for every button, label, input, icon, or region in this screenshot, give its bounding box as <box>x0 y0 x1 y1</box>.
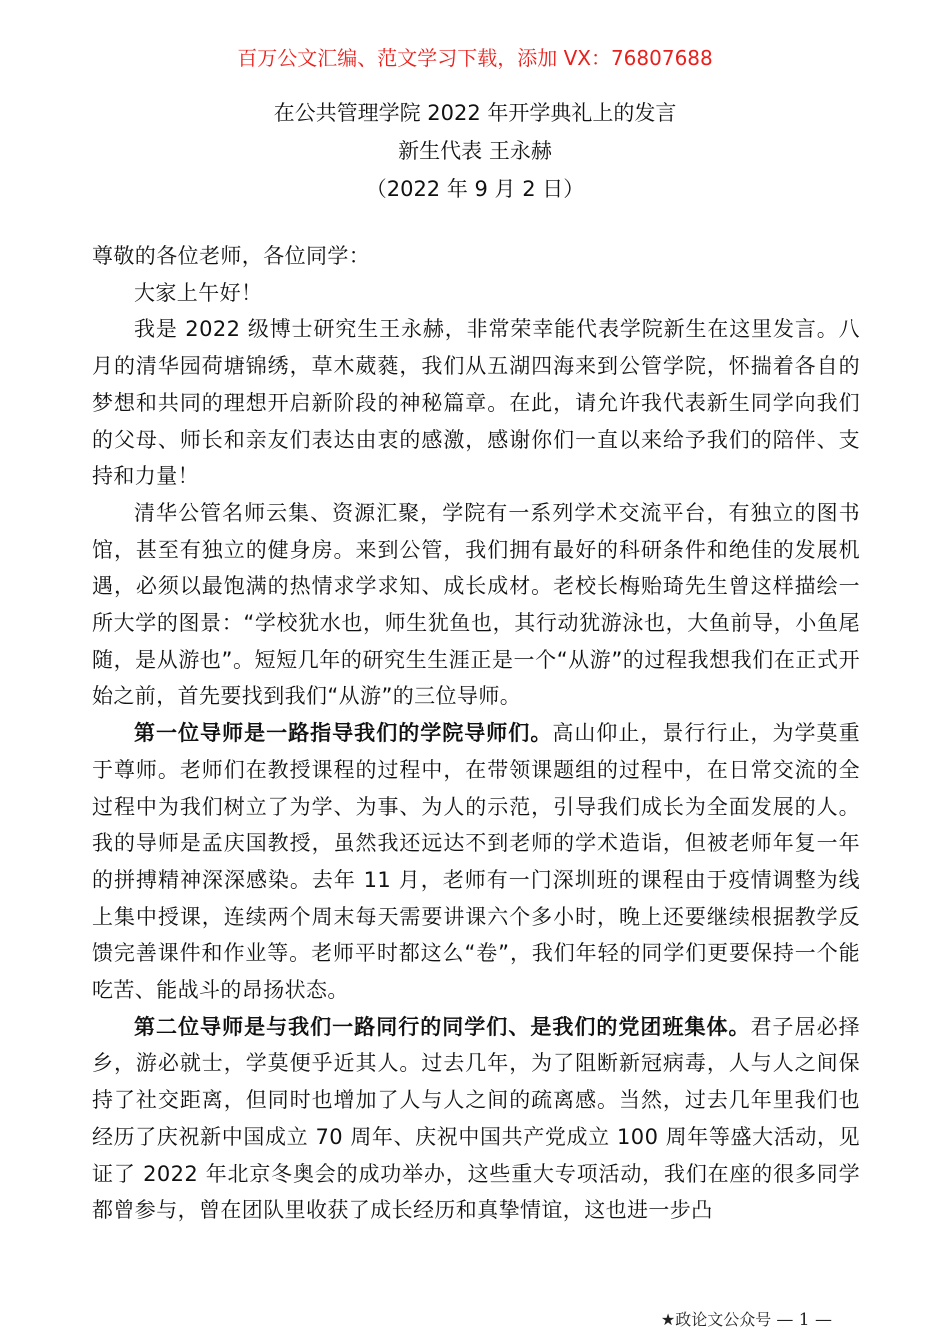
page-number: — 1 — <box>776 1310 832 1330</box>
paragraph-school: 清华公管名师云集、资源汇聚，学院有一系列学术交流平台，有独立的图书馆，甚至有独立的健身房。来到公管，我们拥有最好的科研条件和绝佳的发展机遇，必须以最饱满的热情求学求知、成长成材。老校长梅贻琦先生曾这样描绘一所大学的图景：“学校犹水也，师生犹鱼也，其行动犹游泳也，大鱼前导，小鱼尾随，是从游也”。短短几年的研究生生涯正是一个“从游”的过程我想我们在正式开始之前，首先要找到我们“从游”的三位导师。 <box>92 500 860 709</box>
salutation: 尊敬的各位老师，各位同学： <box>92 244 371 268</box>
speech-date: （2022 年 9 月 2 日） <box>365 177 585 201</box>
speaker-line: 新生代表 王永赫 <box>398 139 552 163</box>
first-mentor-heading: 第一位导师是一路指导我们的学院导师们。 <box>134 721 553 746</box>
first-mentor-text: 高山仰止，景行行止，为学莫重于尊师。老师们在教授课程的过程中，在带领课题组的过程中，在日常交流的全过程中为我们树立了为学、为事、为人的示范，引导我们成长为全面发展的人。我的导师是孟庆国教授，虽然我还远达不到老师的学术造诣，但被老师年复一年的拼搏精神深深感染。去年 11 月，老师有一门深圳班的课程由于疫情调整为线上集中授课，连续两个周末每天需要讲课六个多小时，晚上还要继续根据教学反馈完善课件和作业等。老师平时都这么“卷”，我们年轻的同学们更要保持一个能吃苦、能战斗的昂扬状态。 <box>92 721 860 1003</box>
second-mentor-heading: 第二位导师是与我们一路同行的同学们、是我们的党团班集体。 <box>134 1014 751 1039</box>
speech-body <box>92 238 860 1229</box>
watermark-banner: 百万公文汇编、范文学习下载，添加 VX：76807688 <box>237 46 713 70</box>
greeting: 大家上午好！ <box>134 280 263 305</box>
document-title-block <box>0 94 950 208</box>
paragraph-intro: 我是 2022 级博士研究生王永赫，非常荣幸能代表学院新生在这里发言。八月的清华园荷塘锦绣，草木葳蕤，我们从五湖四海来到公管学院，怀揣着各自的梦想和共同的理想开启新阶段的神秘篇章。在此，请允许我代表新生同学向我们的父母、师长和亲友们表达由衷的感激，感谢你们一直以来给予我们的陪伴、支持和力量！ <box>92 317 860 489</box>
footer-source: ★政论文公众号 <box>660 1310 772 1329</box>
paragraph-second-mentor <box>92 1009 860 1229</box>
second-mentor-text: 君子居必择乡，游必就士，学莫便乎近其人。过去几年，为了阻断新冠病毒，人与人之间保持了社交距离，但同时也增加了人与人之间的疏离感。当然，过去几年里我们也经历了庆祝新中国成立 70 周年、庆祝中国共产党成立 100 周年等盛大活动，见证了 2022 年北京冬奥会的成功举办，这些重大专项活动，我们在座的很多同学都曾参与，曾在团队里收获了成长经历和真挚情谊，这也进一步凸 <box>92 1014 861 1223</box>
document-title: 在公共管理学院 2022 年开学典礼上的发言 <box>273 101 677 125</box>
paragraph-first-mentor <box>92 715 860 1009</box>
page-footer <box>661 1308 832 1332</box>
